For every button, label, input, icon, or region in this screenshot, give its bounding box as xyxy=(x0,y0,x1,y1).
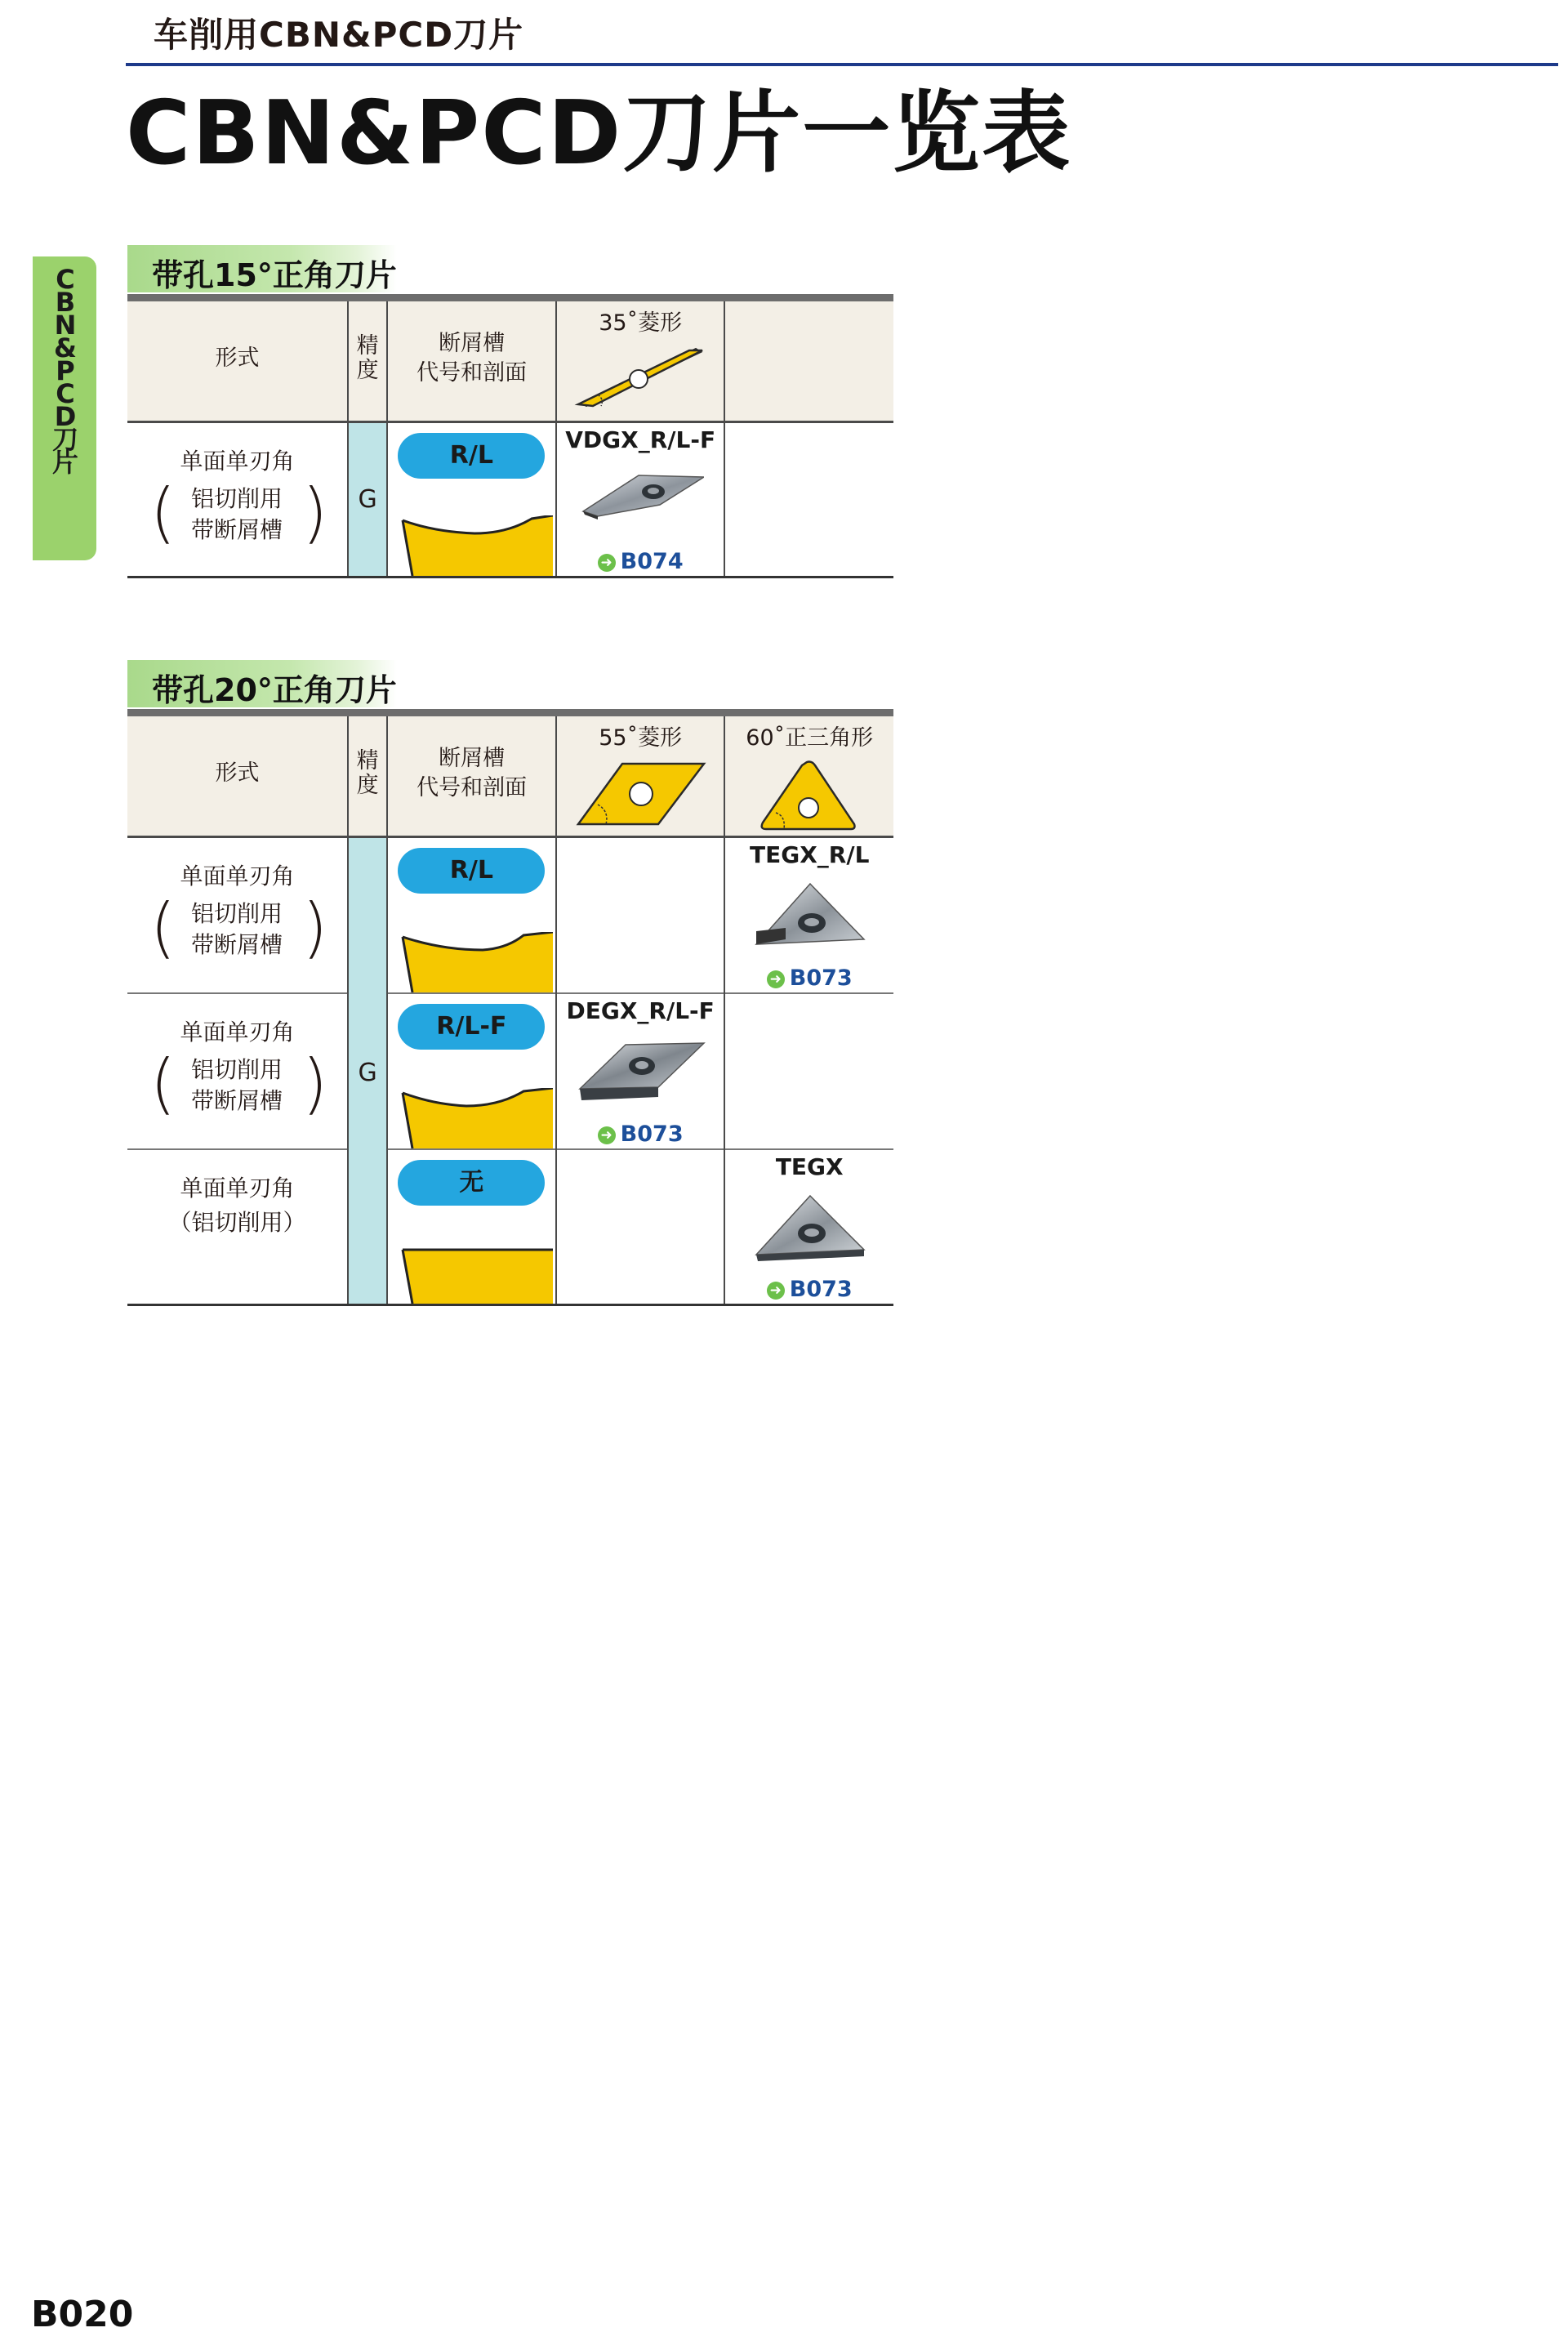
insert-cell-empty xyxy=(556,1149,725,1305)
groove-profile-icon xyxy=(401,515,553,576)
header-shape-empty xyxy=(724,301,893,422)
groove-cell xyxy=(387,1149,556,1305)
form-cell: 单面单刃角 ( 铝切削用 带断屑槽 ) xyxy=(150,863,328,965)
table-header-row xyxy=(127,301,893,422)
insert-photo xyxy=(577,1037,707,1107)
groove-cell xyxy=(387,837,556,993)
form-cell: 单面单刃角 ( 铝切削用 带断屑槽 ) xyxy=(150,1018,328,1121)
precision-cell: G xyxy=(348,422,387,577)
groove-code-badge[interactable]: R/L-F xyxy=(398,1004,545,1050)
insert-model: VDGX_R/L-F xyxy=(565,426,716,453)
triangle-60-icon xyxy=(742,759,877,832)
page-title: CBN&PCD刀片一览表 xyxy=(126,82,1072,185)
header-shape-60: 60˚正三角形 xyxy=(724,716,893,837)
arrow-right-icon: ➜ xyxy=(598,1126,616,1144)
rhombus-55-icon xyxy=(573,759,709,829)
header-shape-55: 55˚菱形 xyxy=(556,716,725,837)
insert-model: TEGX_R/L xyxy=(749,841,870,868)
insert-photo xyxy=(753,1193,867,1274)
header-shape-35: 35˚菱形 xyxy=(556,301,725,422)
insert-photo xyxy=(753,881,867,962)
page-reference-link[interactable]: ➜ B073 xyxy=(725,965,893,991)
table-row xyxy=(127,422,893,577)
header-groove: 断屑槽 代号和剖面 xyxy=(387,301,556,422)
header-precision: 精 度 xyxy=(348,301,387,422)
table-row xyxy=(127,837,893,993)
breadcrumb: 车削用CBN&PCD刀片 xyxy=(154,15,524,55)
precision-cell: G xyxy=(348,837,387,1305)
arrow-right-icon: ➜ xyxy=(598,554,616,572)
groove-code-badge[interactable]: 无 xyxy=(398,1160,545,1206)
rhombus-35-icon xyxy=(573,344,709,409)
section-title: 带孔20°正角刀片 xyxy=(152,672,397,708)
groove-profile-icon xyxy=(401,1088,553,1148)
form-cell: 单面单刃角 （铝切削用） xyxy=(168,1174,306,1236)
insert-model: TEGX xyxy=(775,1153,844,1180)
arrow-right-icon: ➜ xyxy=(767,1282,785,1300)
header-form: 形式 xyxy=(127,301,348,422)
insert-photo xyxy=(581,466,704,523)
header-rule xyxy=(126,63,1558,66)
header-precision: 精 度 xyxy=(348,716,387,837)
groove-code-badge[interactable]: R/L xyxy=(398,848,545,894)
insert-model: DEGX_R/L-F xyxy=(566,997,715,1024)
table-row xyxy=(127,993,893,1149)
insert-cell-empty xyxy=(724,422,893,577)
insert-table xyxy=(127,301,893,578)
groove-cell xyxy=(387,993,556,1149)
table-header-row xyxy=(127,716,893,837)
page-reference-link[interactable]: ➜ B073 xyxy=(557,1121,724,1147)
groove-profile-icon xyxy=(401,932,553,992)
arrow-right-icon: ➜ xyxy=(767,970,785,988)
section-title: 带孔15°正角刀片 xyxy=(152,257,397,293)
section-rule xyxy=(127,294,893,301)
insert-cell xyxy=(556,993,725,1149)
insert-table xyxy=(127,716,893,1306)
groove-cell xyxy=(387,422,556,577)
header-groove: 断屑槽 代号和剖面 xyxy=(387,716,556,837)
groove-code-badge[interactable]: R/L xyxy=(398,433,545,479)
form-cell: 单面单刃角 ( 铝切削用 带断屑槽 ) xyxy=(150,448,328,551)
page-reference-link[interactable]: ➜ B074 xyxy=(557,549,724,574)
insert-cell-empty xyxy=(724,993,893,1149)
side-tab-label: C B N & P C D 刀 片 xyxy=(51,264,78,478)
page-number: B020 xyxy=(31,2294,134,2335)
header-form: 形式 xyxy=(127,716,348,837)
insert-cell xyxy=(724,1149,893,1305)
insert-cell xyxy=(724,837,893,993)
groove-profile-icon xyxy=(401,1243,553,1304)
insert-cell-empty xyxy=(556,837,725,993)
section-rule xyxy=(127,709,893,716)
table-row xyxy=(127,1149,893,1305)
insert-cell xyxy=(556,422,725,577)
page-reference-link[interactable]: ➜ B073 xyxy=(725,1277,893,1302)
